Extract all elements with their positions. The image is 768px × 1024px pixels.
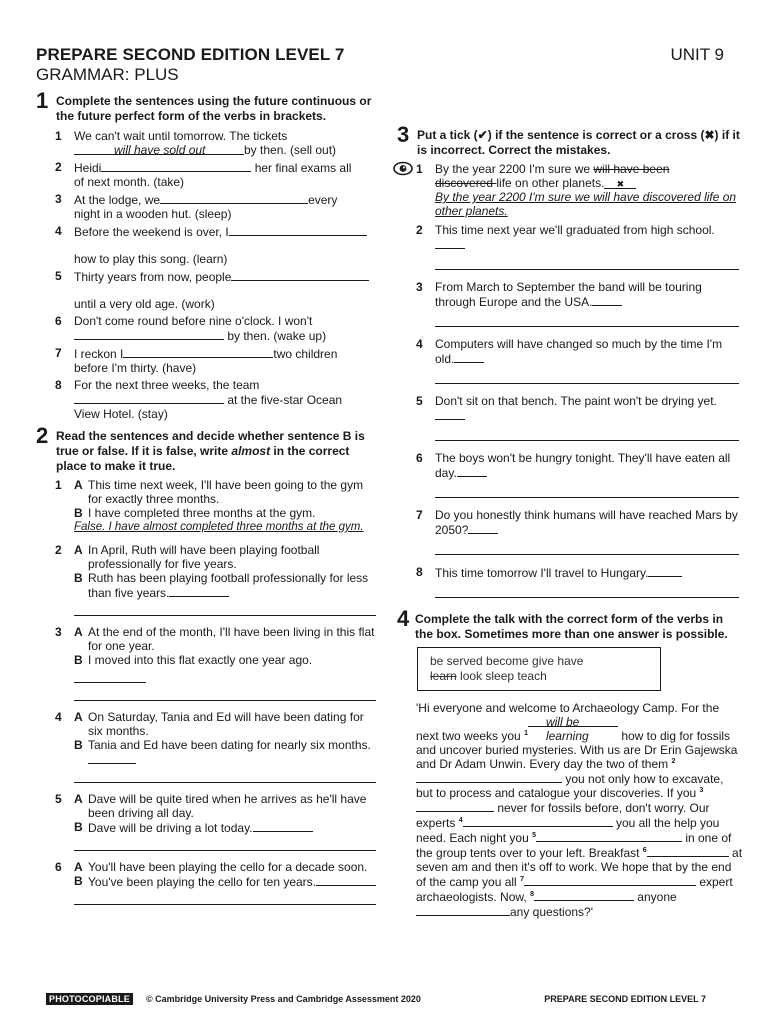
answer-line[interactable]	[74, 893, 376, 905]
page-footer	[46, 993, 706, 1005]
tick-cross-blank[interactable]	[457, 465, 487, 477]
tick-cross-blank[interactable]	[454, 351, 484, 363]
answer-line[interactable]	[435, 315, 739, 327]
exercise-2-item: 2 A In April, Ruth will have been playing football professionally for five years. B Ruth has been playing football professionally for less than five years.	[36, 543, 380, 616]
answer-line[interactable]	[435, 543, 739, 555]
gap-8b[interactable]	[416, 904, 510, 916]
answer-blank[interactable]	[74, 671, 146, 683]
answer-line[interactable]	[435, 429, 739, 441]
tick-cross-blank[interactable]	[435, 408, 465, 420]
exercise-2-item: 3 A At the end of the month, I'll have been living in this flat for one year. B I moved into this flat exactly one year ago.	[36, 625, 380, 701]
exercise-4-instruction: 4 Complete the talk with the correct form of the verbs in the box. Sometimes more than one answer is possible.	[397, 606, 728, 641]
copyright-text: © Cambridge University Press and Cambridge Assessment 2020	[146, 994, 421, 1004]
answer-blank[interactable]	[123, 346, 273, 358]
answer-line[interactable]	[74, 771, 376, 783]
page-title: PREPARE SECOND EDITION LEVEL 7	[36, 45, 345, 64]
answer-blank[interactable]	[169, 585, 229, 597]
exercise-3-item: 6 The boys won't be hungry tonight. They'll have eaten all day.	[397, 451, 743, 498]
exercise-3-instruction: 3 Put a tick (✔) if the sentence is correct or a cross (✖) if it is incorrect. Correct the mistakes.	[397, 122, 740, 157]
exercise-3-item: 7 Do you honestly think humans will have reached Mars by 2050?	[397, 508, 743, 555]
exercise-2-item: 6 A You'll have been playing the cello for a decade soon. B You've been playing the cello for ten years.	[36, 860, 380, 905]
exercise-2-item: 1 A This time next week, I'll have been going to the gym for exactly three months. B I have completed three months at the gym. False. I have almost completed three months at the gym.	[55, 478, 364, 533]
gap-2[interactable]	[416, 771, 562, 783]
exercise-1-item: 3 At the lodge, we every night in a wooden hut. (sleep)	[55, 192, 338, 221]
tick-cross-blank[interactable]	[468, 522, 498, 534]
answer-line[interactable]	[435, 372, 739, 384]
answer-line[interactable]	[435, 486, 739, 498]
exercise-3-item: 3 From March to September the band will be touring through Europe and the USA.	[397, 280, 743, 327]
answer-blank[interactable]	[74, 392, 224, 404]
exercise-2-item: 5 A Dave will be quite tired when he arrives as he'll have been driving all day. B Dave will be driving a lot today.	[36, 792, 380, 851]
answer-blank[interactable]	[316, 874, 376, 886]
exercise-3-item: 4 Computers will have changed so much by the time I'm old.	[397, 337, 743, 384]
answer-blank[interactable]: will have sold out	[74, 143, 244, 155]
exercise-number: 3	[397, 122, 410, 147]
cross-mark[interactable]: ✖	[604, 177, 636, 189]
gap-8a[interactable]	[534, 889, 634, 901]
answer-blank[interactable]	[160, 192, 308, 204]
exercise-2-instruction: 2 Read the sentences and decide whether sentence B is true or false. If it is false, write almost in the correct place to make it true.	[36, 423, 365, 473]
exercise-1-item: 2 Heidi her final exams all of next month. (take)	[55, 160, 352, 189]
answer-blank[interactable]	[231, 269, 369, 281]
answer-blank[interactable]	[101, 160, 251, 172]
tick-cross-blank[interactable]	[435, 237, 465, 249]
exercise-1-item: 4 Before the weekend is over, I how to play this song. (learn)	[36, 224, 380, 266]
answer-line[interactable]	[74, 604, 376, 616]
answer-blank[interactable]	[229, 224, 367, 236]
exercise-number: 1	[36, 88, 49, 113]
exercise-number: 4	[397, 606, 410, 631]
tick-cross-blank[interactable]	[648, 565, 682, 577]
answer-blank[interactable]	[88, 752, 136, 764]
exercise-1-item: 6 Don't come round before nine o'clock. I won't by then. (wake up)	[55, 314, 327, 343]
page-header	[36, 45, 344, 85]
exercise-3-example: 1 By the year 2200 I'm sure we will have been discovered life on other planets. ✖ By the year 2200 I'm sure we will have discovered life on other planets.	[397, 162, 743, 218]
unit-label: UNIT 9	[670, 45, 724, 64]
word-box: be served become give have learn look sleep teach	[417, 647, 661, 691]
answer-line[interactable]	[435, 586, 739, 598]
answer-blank[interactable]	[74, 328, 224, 340]
page-subtitle: GRAMMAR: PLUS	[36, 65, 179, 84]
gap-7[interactable]	[524, 874, 696, 886]
exercise-3-item: 2 This time next year we'll graduated from high school.	[397, 223, 743, 270]
answer-line[interactable]	[74, 839, 376, 851]
tick-cross-blank[interactable]	[592, 294, 622, 306]
left-column	[36, 88, 380, 905]
exercise-number: 2	[36, 423, 49, 448]
answer-line[interactable]	[74, 689, 376, 701]
exercise-1-instruction: 1 Complete the sentences using the future continuous or the future perfect form of the verbs in brackets.	[36, 88, 372, 123]
exercise-1-item: 5 Thirty years from now, people until a very old age. (work)	[36, 269, 380, 311]
exercise-3-item: 5 Don't sit on that bench. The paint won't be drying yet.	[397, 394, 743, 441]
exercise-1-item: 7 I reckon I two children before I'm thirty. (have)	[55, 346, 338, 375]
gap-6[interactable]	[647, 845, 729, 857]
exercise-1-item: 8 For the next three weeks, the team at the five-star Ocean View Hotel. (stay)	[55, 378, 343, 421]
exercise-1-item: 1 We can't wait until tomorrow. The tickets will have sold out by then. (sell out)	[55, 129, 337, 157]
footer-book-title: PREPARE SECOND EDITION LEVEL 7	[544, 994, 706, 1004]
talk-text: 'Hi everyone and welcome to Archaeology Camp. For the next two weeks you $^1$will be learning how to dig for fossils and uncover buried mysteries. With us are Dr Erin Gajewska and Dr Adam Unwin. Every day the two of them $^2$ you not only how to excavate, but to process and catalogue your discoveries. If you $^3$ never for fossils before, don't worry. Our experts $^4$ you all the help you need. Each night you $^5$ in one of the group tents over to your left. Breakfast $^6$ at seven am and then it's off to work. We hope that by the end of the camp you all $^7$ expert archaeologists. Now, $^8$ anyoneany questions?'	[416, 701, 743, 919]
gap-4[interactable]	[463, 815, 613, 827]
exercise-2-item: 4 A On Saturday, Tania and Ed will have been dating for six months. B Tania and Ed have been dating for nearly six months.	[36, 710, 380, 783]
photocopiable-badge: PHOTOCOPIABLE	[46, 993, 133, 1005]
exercise-3-item: 8 This time tomorrow I'll travel to Hungary.	[397, 565, 743, 598]
gap-3[interactable]	[416, 800, 494, 812]
right-column	[397, 122, 743, 919]
answer-blank[interactable]	[253, 820, 313, 832]
gap-5[interactable]	[536, 830, 682, 842]
answer-line[interactable]	[435, 258, 739, 270]
example-eye-icon	[393, 161, 413, 176]
gap-1[interactable]: will be learning	[528, 715, 618, 727]
